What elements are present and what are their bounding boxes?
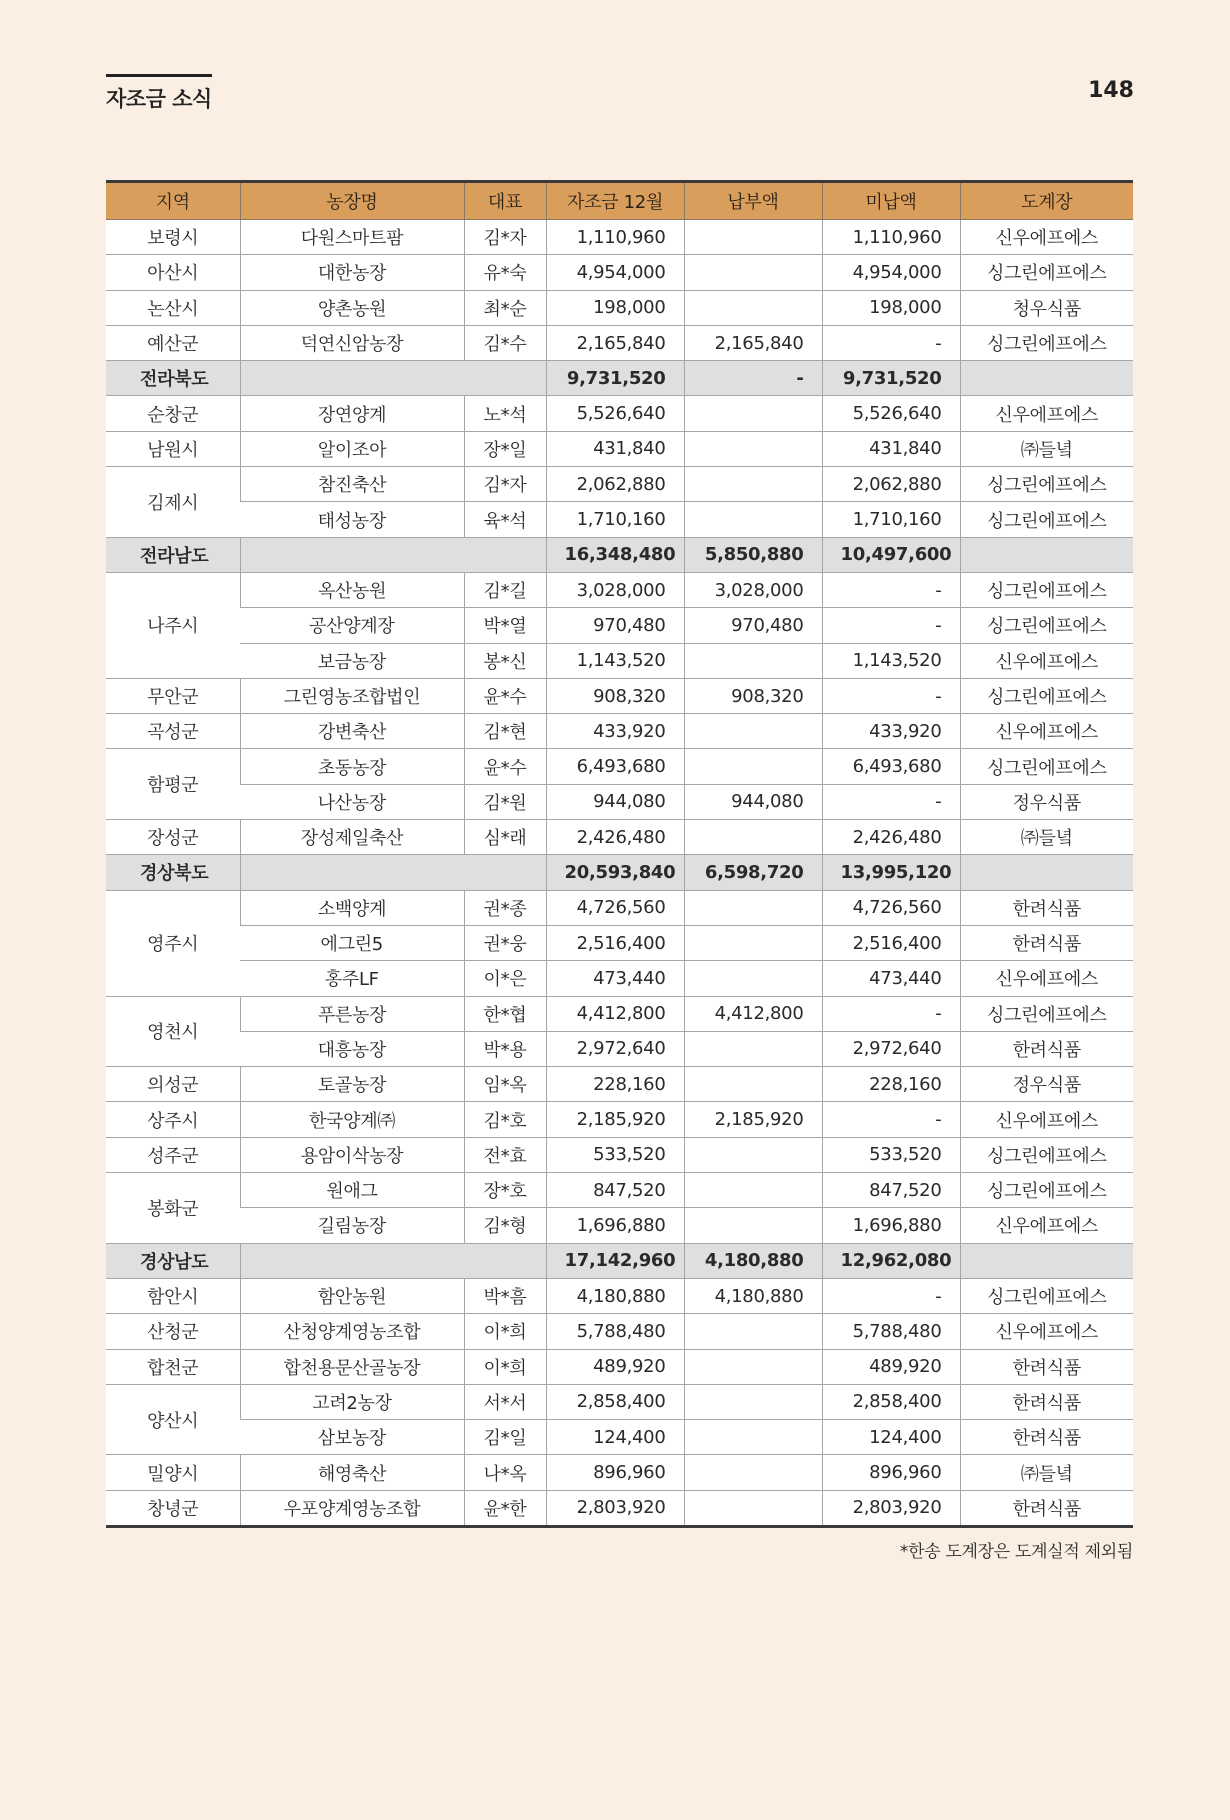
subsidy-cell: 4,726,560 xyxy=(546,890,684,925)
farm-name-cell: 한국양계㈜ xyxy=(240,1102,464,1137)
representative-cell: 심*래 xyxy=(464,820,546,855)
farm-name-cell: 길림농장 xyxy=(240,1208,464,1243)
paid-cell xyxy=(684,643,822,678)
unpaid-cell: 2,972,640 xyxy=(822,1031,960,1066)
paid-cell xyxy=(684,255,822,290)
paid-cell xyxy=(684,1490,822,1526)
region-cell: 곡성군 xyxy=(106,714,240,749)
subsidy-cell: 6,493,680 xyxy=(546,749,684,784)
representative-cell: 김*형 xyxy=(464,1208,546,1243)
subsidy-cell: 533,520 xyxy=(546,1137,684,1172)
farm-name-cell: 산청양계영농조합 xyxy=(240,1314,464,1349)
representative-cell: 김*자 xyxy=(464,467,546,502)
paid-cell xyxy=(684,890,822,925)
paid-cell xyxy=(684,1173,822,1208)
farm-name-cell: 삼보농장 xyxy=(240,1420,464,1455)
region-cell: 산청군 xyxy=(106,1314,240,1349)
table-row xyxy=(106,502,1133,537)
paid-cell xyxy=(684,1137,822,1172)
unpaid-cell: 431,840 xyxy=(822,431,960,466)
representative-cell: 박*흠 xyxy=(464,1278,546,1313)
farm-name-cell: 에그린5 xyxy=(240,925,464,960)
subsidy-cell: 2,972,640 xyxy=(546,1031,684,1066)
table-row xyxy=(106,325,1133,360)
table-row xyxy=(106,678,1133,713)
region-cell: 논산시 xyxy=(106,290,240,325)
subsidy-cell: 1,110,960 xyxy=(546,220,684,255)
region-cell: 봉화군 xyxy=(106,1173,240,1244)
farm-name-cell: 양촌농원 xyxy=(240,290,464,325)
slaughterhouse-cell: 싱그린에프에스 xyxy=(960,749,1133,784)
representative-cell: 임*옥 xyxy=(464,1067,546,1102)
table-row xyxy=(106,714,1133,749)
slaughterhouse-cell: ㈜들녘 xyxy=(960,431,1133,466)
paid-cell xyxy=(684,290,822,325)
paid-cell: 2,185,920 xyxy=(684,1102,822,1137)
farm-name-cell: 덕연신암농장 xyxy=(240,325,464,360)
slaughterhouse-cell: 신우에프에스 xyxy=(960,396,1133,431)
table-row xyxy=(106,572,1133,607)
table-row xyxy=(106,890,1133,925)
footnote: *한송 도계장은 도계실적 제외됨 xyxy=(899,1542,1133,1562)
table-row xyxy=(106,1208,1133,1243)
farm-name-cell: 합천용문산골농장 xyxy=(240,1349,464,1384)
province-name: 경상남도 xyxy=(106,1243,240,1278)
unpaid-cell: 2,803,920 xyxy=(822,1490,960,1526)
table-row xyxy=(106,1349,1133,1384)
subsidy-cell: 3,028,000 xyxy=(546,572,684,607)
unpaid-cell: 6,493,680 xyxy=(822,749,960,784)
table-header-row xyxy=(106,182,1133,220)
subsidy-cell: 198,000 xyxy=(546,290,684,325)
paid-cell xyxy=(684,961,822,996)
province-blank-cell xyxy=(240,855,546,890)
unpaid-cell: 5,788,480 xyxy=(822,1314,960,1349)
province-blank-plant xyxy=(960,537,1133,572)
unpaid-cell: 2,062,880 xyxy=(822,467,960,502)
representative-cell: 이*희 xyxy=(464,1314,546,1349)
province-blank-cell xyxy=(240,361,546,396)
table-row xyxy=(106,1102,1133,1137)
section-title: 자조금 소식 xyxy=(106,74,212,113)
unpaid-cell: 2,858,400 xyxy=(822,1384,960,1419)
table-row xyxy=(106,1455,1133,1490)
paid-cell xyxy=(684,925,822,960)
table-row xyxy=(106,608,1133,643)
unpaid-cell: 5,526,640 xyxy=(822,396,960,431)
paid-cell xyxy=(684,1208,822,1243)
province-name: 전라북도 xyxy=(106,361,240,396)
unpaid-cell: - xyxy=(822,678,960,713)
table-row xyxy=(106,1137,1133,1172)
col-header-farm: 농장명 xyxy=(240,182,464,220)
unpaid-cell: - xyxy=(822,1102,960,1137)
subsidy-cell: 4,412,800 xyxy=(546,996,684,1031)
unpaid-cell: - xyxy=(822,608,960,643)
slaughterhouse-cell: 신우에프에스 xyxy=(960,1314,1133,1349)
subsidy-cell: 970,480 xyxy=(546,608,684,643)
slaughterhouse-cell: 신우에프에스 xyxy=(960,714,1133,749)
province-subsidy-total: 9,731,520 xyxy=(546,361,684,396)
province-paid-total: 6,598,720 xyxy=(684,855,822,890)
table-row xyxy=(106,643,1133,678)
subsidy-cell: 847,520 xyxy=(546,1173,684,1208)
unpaid-cell: - xyxy=(822,572,960,607)
subsidy-cell: 2,062,880 xyxy=(546,467,684,502)
unpaid-cell: - xyxy=(822,996,960,1031)
representative-cell: 유*숙 xyxy=(464,255,546,290)
subsidy-cell: 2,803,920 xyxy=(546,1490,684,1526)
representative-cell: 권*웅 xyxy=(464,925,546,960)
slaughterhouse-cell: 신우에프에스 xyxy=(960,1208,1133,1243)
province-subsidy-total: 17,142,960 xyxy=(546,1243,684,1278)
unpaid-cell: 896,960 xyxy=(822,1455,960,1490)
province-blank-plant xyxy=(960,855,1133,890)
paid-cell: 908,320 xyxy=(684,678,822,713)
paid-cell xyxy=(684,431,822,466)
table-row xyxy=(106,1067,1133,1102)
representative-cell: 김*원 xyxy=(464,784,546,819)
unpaid-cell: 847,520 xyxy=(822,1173,960,1208)
unpaid-cell: 1,110,960 xyxy=(822,220,960,255)
subsidy-cell: 2,185,920 xyxy=(546,1102,684,1137)
province-unpaid-total: 10,497,600 xyxy=(822,537,960,572)
representative-cell: 윤*한 xyxy=(464,1490,546,1526)
slaughterhouse-cell: 신우에프에스 xyxy=(960,961,1133,996)
slaughterhouse-cell: 청우식품 xyxy=(960,290,1133,325)
slaughterhouse-cell: 한려식품 xyxy=(960,1031,1133,1066)
province-paid-total: 5,850,880 xyxy=(684,537,822,572)
unpaid-cell: - xyxy=(822,1278,960,1313)
farm-name-cell: 태성농장 xyxy=(240,502,464,537)
slaughterhouse-cell: 싱그린에프에스 xyxy=(960,1278,1133,1313)
paid-cell: 944,080 xyxy=(684,784,822,819)
paid-cell: 3,028,000 xyxy=(684,572,822,607)
slaughterhouse-cell: 신우에프에스 xyxy=(960,220,1133,255)
farm-name-cell: 대한농장 xyxy=(240,255,464,290)
province-name: 전라남도 xyxy=(106,537,240,572)
table-row xyxy=(106,220,1133,255)
paid-cell xyxy=(684,1067,822,1102)
farm-name-cell: 다원스마트팜 xyxy=(240,220,464,255)
paid-cell xyxy=(684,749,822,784)
farm-name-cell: 원애그 xyxy=(240,1173,464,1208)
paid-cell xyxy=(684,1420,822,1455)
slaughterhouse-cell: 정우식품 xyxy=(960,1067,1133,1102)
paid-cell: 4,412,800 xyxy=(684,996,822,1031)
farm-name-cell: 소백양계 xyxy=(240,890,464,925)
subsidy-cell: 433,920 xyxy=(546,714,684,749)
subsidy-table xyxy=(106,180,1133,1528)
region-cell: 장성군 xyxy=(106,820,240,855)
subsidy-cell: 4,954,000 xyxy=(546,255,684,290)
subsidy-cell: 2,858,400 xyxy=(546,1384,684,1419)
slaughterhouse-cell: 한려식품 xyxy=(960,1490,1133,1526)
region-cell: 무안군 xyxy=(106,678,240,713)
paid-cell xyxy=(684,1314,822,1349)
slaughterhouse-cell: 싱그린에프에스 xyxy=(960,996,1133,1031)
region-cell: 합천군 xyxy=(106,1349,240,1384)
paid-cell xyxy=(684,714,822,749)
representative-cell: 최*순 xyxy=(464,290,546,325)
paid-cell: 4,180,880 xyxy=(684,1278,822,1313)
unpaid-cell: 533,520 xyxy=(822,1137,960,1172)
representative-cell: 김*길 xyxy=(464,572,546,607)
col-header-plant: 도계장 xyxy=(960,182,1133,220)
paid-cell: 2,165,840 xyxy=(684,325,822,360)
slaughterhouse-cell: 한려식품 xyxy=(960,1384,1133,1419)
representative-cell: 장*일 xyxy=(464,431,546,466)
farm-name-cell: 알이조아 xyxy=(240,431,464,466)
farm-name-cell: 함안농원 xyxy=(240,1278,464,1313)
page-number: 148 xyxy=(1088,78,1134,103)
farm-name-cell: 고려2농장 xyxy=(240,1384,464,1419)
col-header-paid: 납부액 xyxy=(684,182,822,220)
unpaid-cell: 1,696,880 xyxy=(822,1208,960,1243)
paid-cell xyxy=(684,1349,822,1384)
representative-cell: 육*석 xyxy=(464,502,546,537)
farm-name-cell: 초동농장 xyxy=(240,749,464,784)
representative-cell: 노*석 xyxy=(464,396,546,431)
province-subsidy-total: 20,593,840 xyxy=(546,855,684,890)
representative-cell: 김*수 xyxy=(464,325,546,360)
subsidy-cell: 944,080 xyxy=(546,784,684,819)
paid-cell xyxy=(684,502,822,537)
unpaid-cell: - xyxy=(822,325,960,360)
subsidy-cell: 431,840 xyxy=(546,431,684,466)
region-cell: 순창군 xyxy=(106,396,240,431)
table-row xyxy=(106,1278,1133,1313)
province-name: 경상북도 xyxy=(106,855,240,890)
farm-name-cell: 해영축산 xyxy=(240,1455,464,1490)
subsidy-cell: 2,165,840 xyxy=(546,325,684,360)
region-cell: 밀양시 xyxy=(106,1455,240,1490)
representative-cell: 이*은 xyxy=(464,961,546,996)
region-cell: 아산시 xyxy=(106,255,240,290)
table-row xyxy=(106,749,1133,784)
province-blank-cell xyxy=(240,1243,546,1278)
unpaid-cell: - xyxy=(822,784,960,819)
paid-cell xyxy=(684,1031,822,1066)
slaughterhouse-cell: 신우에프에스 xyxy=(960,643,1133,678)
table-row xyxy=(106,467,1133,502)
farm-name-cell: 우포양계영농조합 xyxy=(240,1490,464,1526)
slaughterhouse-cell: 싱그린에프에스 xyxy=(960,502,1133,537)
slaughterhouse-cell: 정우식품 xyxy=(960,784,1133,819)
slaughterhouse-cell: 한려식품 xyxy=(960,1420,1133,1455)
slaughterhouse-cell: ㈜들녘 xyxy=(960,1455,1133,1490)
table-row xyxy=(106,396,1133,431)
subsidy-cell: 1,143,520 xyxy=(546,643,684,678)
representative-cell: 권*종 xyxy=(464,890,546,925)
slaughterhouse-cell: 싱그린에프에스 xyxy=(960,608,1133,643)
subsidy-cell: 1,710,160 xyxy=(546,502,684,537)
farm-name-cell: 보금농장 xyxy=(240,643,464,678)
table-row xyxy=(106,996,1133,1031)
representative-cell: 봉*신 xyxy=(464,643,546,678)
subsidy-cell: 2,516,400 xyxy=(546,925,684,960)
farm-name-cell: 홍주LF xyxy=(240,961,464,996)
subsidy-cell: 896,960 xyxy=(546,1455,684,1490)
farm-name-cell: 푸른농장 xyxy=(240,996,464,1031)
table-row xyxy=(106,1490,1133,1526)
province-subtotal-row xyxy=(106,537,1133,572)
table-row xyxy=(106,784,1133,819)
region-cell: 함평군 xyxy=(106,749,240,820)
subsidy-cell: 228,160 xyxy=(546,1067,684,1102)
subsidy-cell: 124,400 xyxy=(546,1420,684,1455)
farm-name-cell: 토골농장 xyxy=(240,1067,464,1102)
paid-cell xyxy=(684,1455,822,1490)
col-header-region: 지역 xyxy=(106,182,240,220)
region-cell: 성주군 xyxy=(106,1137,240,1172)
subsidy-cell: 5,788,480 xyxy=(546,1314,684,1349)
unpaid-cell: 4,726,560 xyxy=(822,890,960,925)
region-cell: 양산시 xyxy=(106,1384,240,1455)
subsidy-cell: 1,696,880 xyxy=(546,1208,684,1243)
unpaid-cell: 124,400 xyxy=(822,1420,960,1455)
table-row xyxy=(106,1031,1133,1066)
unpaid-cell: 4,954,000 xyxy=(822,255,960,290)
representative-cell: 박*용 xyxy=(464,1031,546,1066)
representative-cell: 김*현 xyxy=(464,714,546,749)
slaughterhouse-cell: 싱그린에프에스 xyxy=(960,678,1133,713)
unpaid-cell: 228,160 xyxy=(822,1067,960,1102)
slaughterhouse-cell: 한려식품 xyxy=(960,925,1133,960)
farm-name-cell: 대흥농장 xyxy=(240,1031,464,1066)
representative-cell: 전*효 xyxy=(464,1137,546,1172)
paid-cell xyxy=(684,396,822,431)
region-cell: 영주시 xyxy=(106,890,240,996)
subsidy-cell: 489,920 xyxy=(546,1349,684,1384)
representative-cell: 김*호 xyxy=(464,1102,546,1137)
slaughterhouse-cell: 싱그린에프에스 xyxy=(960,1173,1133,1208)
province-subsidy-total: 16,348,480 xyxy=(546,537,684,572)
table-row xyxy=(106,925,1133,960)
slaughterhouse-cell: 싱그린에프에스 xyxy=(960,1137,1133,1172)
province-blank-plant xyxy=(960,1243,1133,1278)
farm-name-cell: 공산양계장 xyxy=(240,608,464,643)
farm-name-cell: 강변축산 xyxy=(240,714,464,749)
region-cell: 남원시 xyxy=(106,431,240,466)
col-header-subsidy: 자조금 12월 xyxy=(546,182,684,220)
subsidy-cell: 2,426,480 xyxy=(546,820,684,855)
subsidy-cell: 908,320 xyxy=(546,678,684,713)
unpaid-cell: 2,516,400 xyxy=(822,925,960,960)
farm-name-cell: 그린영농조합법인 xyxy=(240,678,464,713)
farm-name-cell: 나산농장 xyxy=(240,784,464,819)
representative-cell: 서*서 xyxy=(464,1384,546,1419)
table-row xyxy=(106,290,1133,325)
slaughterhouse-cell: 한려식품 xyxy=(960,890,1133,925)
farm-name-cell: 장성제일축산 xyxy=(240,820,464,855)
paid-cell: 970,480 xyxy=(684,608,822,643)
subsidy-cell: 473,440 xyxy=(546,961,684,996)
representative-cell: 한*협 xyxy=(464,996,546,1031)
slaughterhouse-cell: 한려식품 xyxy=(960,1349,1133,1384)
unpaid-cell: 198,000 xyxy=(822,290,960,325)
slaughterhouse-cell: 싱그린에프에스 xyxy=(960,467,1133,502)
farm-name-cell: 옥산농원 xyxy=(240,572,464,607)
region-cell: 나주시 xyxy=(106,572,240,678)
province-blank-plant xyxy=(960,361,1133,396)
representative-cell: 나*옥 xyxy=(464,1455,546,1490)
table-row xyxy=(106,1314,1133,1349)
region-cell: 상주시 xyxy=(106,1102,240,1137)
slaughterhouse-cell: ㈜들녘 xyxy=(960,820,1133,855)
subsidy-cell: 5,526,640 xyxy=(546,396,684,431)
slaughterhouse-cell: 싱그린에프에스 xyxy=(960,572,1133,607)
representative-cell: 박*열 xyxy=(464,608,546,643)
farm-name-cell: 참진축산 xyxy=(240,467,464,502)
table-row xyxy=(106,820,1133,855)
unpaid-cell: 489,920 xyxy=(822,1349,960,1384)
slaughterhouse-cell: 싱그린에프에스 xyxy=(960,325,1133,360)
paid-cell xyxy=(684,820,822,855)
table-row xyxy=(106,1173,1133,1208)
region-cell: 보령시 xyxy=(106,220,240,255)
slaughterhouse-cell: 신우에프에스 xyxy=(960,1102,1133,1137)
table-row xyxy=(106,431,1133,466)
subsidy-cell: 4,180,880 xyxy=(546,1278,684,1313)
province-paid-total: 4,180,880 xyxy=(684,1243,822,1278)
paid-cell xyxy=(684,220,822,255)
unpaid-cell: 1,710,160 xyxy=(822,502,960,537)
region-cell: 창녕군 xyxy=(106,1490,240,1526)
table-row xyxy=(106,1384,1133,1419)
col-header-unpaid: 미납액 xyxy=(822,182,960,220)
farm-name-cell: 장연양계 xyxy=(240,396,464,431)
region-cell: 예산군 xyxy=(106,325,240,360)
slaughterhouse-cell: 싱그린에프에스 xyxy=(960,255,1133,290)
unpaid-cell: 473,440 xyxy=(822,961,960,996)
province-unpaid-total: 13,995,120 xyxy=(822,855,960,890)
region-cell: 의성군 xyxy=(106,1067,240,1102)
province-subtotal-row xyxy=(106,1243,1133,1278)
paid-cell xyxy=(684,467,822,502)
unpaid-cell: 1,143,520 xyxy=(822,643,960,678)
representative-cell: 윤*수 xyxy=(464,749,546,784)
representative-cell: 장*호 xyxy=(464,1173,546,1208)
region-cell: 영천시 xyxy=(106,996,240,1067)
unpaid-cell: 433,920 xyxy=(822,714,960,749)
unpaid-cell: 2,426,480 xyxy=(822,820,960,855)
table-row xyxy=(106,1420,1133,1455)
province-unpaid-total: 12,962,080 xyxy=(822,1243,960,1278)
representative-cell: 윤*수 xyxy=(464,678,546,713)
province-paid-total: - xyxy=(684,361,822,396)
region-cell: 김제시 xyxy=(106,467,240,538)
col-header-rep: 대표 xyxy=(464,182,546,220)
table-body xyxy=(106,220,1133,1527)
province-unpaid-total: 9,731,520 xyxy=(822,361,960,396)
representative-cell: 김*일 xyxy=(464,1420,546,1455)
representative-cell: 김*자 xyxy=(464,220,546,255)
province-subtotal-row xyxy=(106,361,1133,396)
province-blank-cell xyxy=(240,537,546,572)
region-cell: 함안시 xyxy=(106,1278,240,1313)
province-subtotal-row xyxy=(106,855,1133,890)
table-row xyxy=(106,961,1133,996)
paid-cell xyxy=(684,1384,822,1419)
table-row xyxy=(106,255,1133,290)
farm-name-cell: 용암이삭농장 xyxy=(240,1137,464,1172)
representative-cell: 이*희 xyxy=(464,1349,546,1384)
